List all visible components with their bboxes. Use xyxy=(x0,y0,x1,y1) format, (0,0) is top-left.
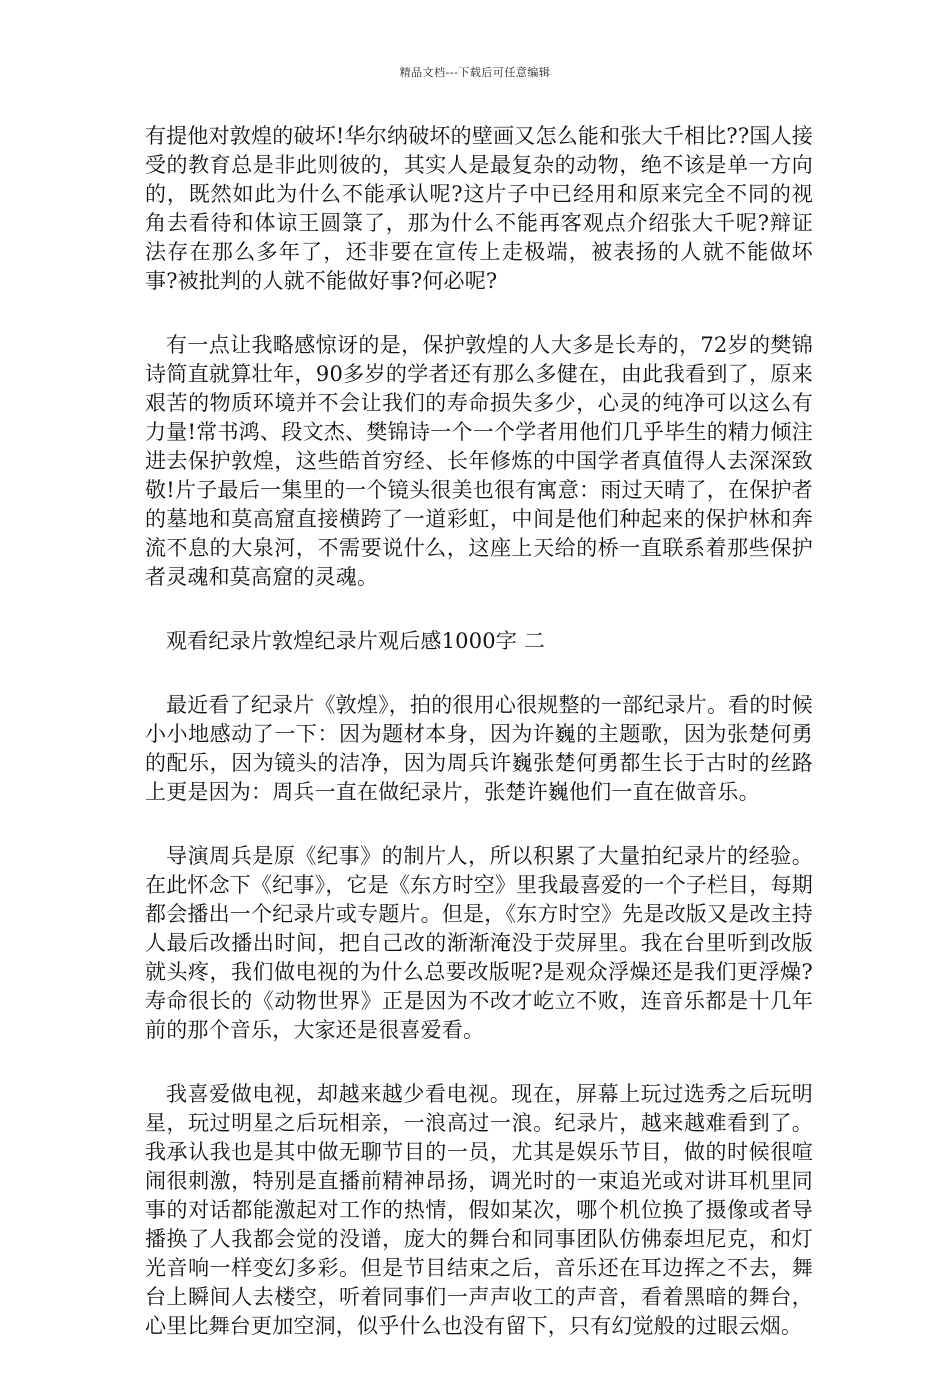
section-heading: 观看纪录片敦煌纪录片观后感1000字 二 xyxy=(166,629,546,653)
paragraph-2: 有一点让我略感惊讶的是，保护敦煌的人大多是长寿的，72岁的樊锦诗简直就算壮年，90多岁的学者还有那么多健在，由此我看到了，原来艰苦的物质环境并不会让我们的寿命损失多少，心灵的纯净可以这么有力量!常书鸿、段文杰、樊锦诗一个一个学者用他们几乎毕生的精力倾注进去保护敦煌，这些皓首穷经、长年修炼的中国学者真值得人去深深致敬!片子最后一集里的一个镜头很美也很有寓意：雨过天晴了，在保护者的墓地和莫高窟直接横跨了一道彩虹，中间是他们种起来的保护林和奔流不息的大泉河，不需要说什么，这座上天给的桥一直联系着那些保护者灵魂和莫高窟的灵魂。 xyxy=(145,333,813,589)
paragraph-3: 最近看了纪录片《敦煌》，拍的很用心很规整的一部纪录片。看的时候小小地感动了一下：因为题材本身，因为许巍的主题歌，因为张楚何勇的配乐，因为镜头的洁净，因为周兵许巍张楚何勇都生长于古时的丝路上更是因为：周兵一直在做纪录片，张楚许巍他们一直在做音乐。 xyxy=(145,693,813,804)
page-header: 精品文档---下载后可任意编辑 xyxy=(399,66,551,79)
paragraph-4: 导演周兵是原《纪事》的制片人，所以积累了大量拍纪录片的经验。在此怀念下《纪事》，它是《东方时空》里我最喜爱的一个子栏目，每期都会播出一个纪录片或专题片。但是，《东方时空》先是改版又是改主持人最后改播出时间，把自己改的渐渐淹没于荧屏里。我在台里听到改版就头疼，我们做电视的为什么总要改版呢?是观众浮燥还是我们更浮燥?寿命很长的《动物世界》正是因为不改才屹立不败，连音乐都是十几年前的那个音乐，大家还是很喜爱看。 xyxy=(145,844,813,1042)
paragraph-5: 我喜爱做电视，却越来越少看电视。现在，屏幕上玩过选秀之后玩明星，玩过明星之后玩相亲，一浪高过一浪。纪录片，越来越难看到了。我承认我也是其中做无聊节目的一员，尤其是娱乐节目，做的时候很喧闹很刺激，特别是直播前精神昂扬，调光时的一束追光或对讲耳机里同事的对话都能激起对工作的热情，假如某次，哪个机位换了摄像或者导播换了人我都会觉的没谱，庞大的舞台和同事团队仿佛泰坦尼克，和灯光音响一样变幻多彩。但是节目结束之后，音乐还在耳边挥之不去，舞台上瞬间人去楼空，听着同事们一声声收工的声音，看着黑暗的舞台，心里比舞台更加空洞，似乎什么也没有留下，只有幻觉般的过眼云烟。 xyxy=(145,1082,813,1338)
paragraph-1: 有提他对敦煌的破坏!华尔纳破坏的壁画又怎么能和张大千相比??国人接受的教育总是非此则彼的，其实人是最复杂的动物，绝不该是单一方向的，既然如此为什么不能承认呢?这片子中已经用和原来完全不同的视角去看待和体谅王圆箓了，那为什么不能再客观点介绍张大千呢?辩证法存在那么多年了，还非要在宣传上走极端，被表扬的人就不能做坏事?被批判的人就不能做好事?何必呢? xyxy=(145,124,813,293)
document-body xyxy=(145,122,813,1376)
